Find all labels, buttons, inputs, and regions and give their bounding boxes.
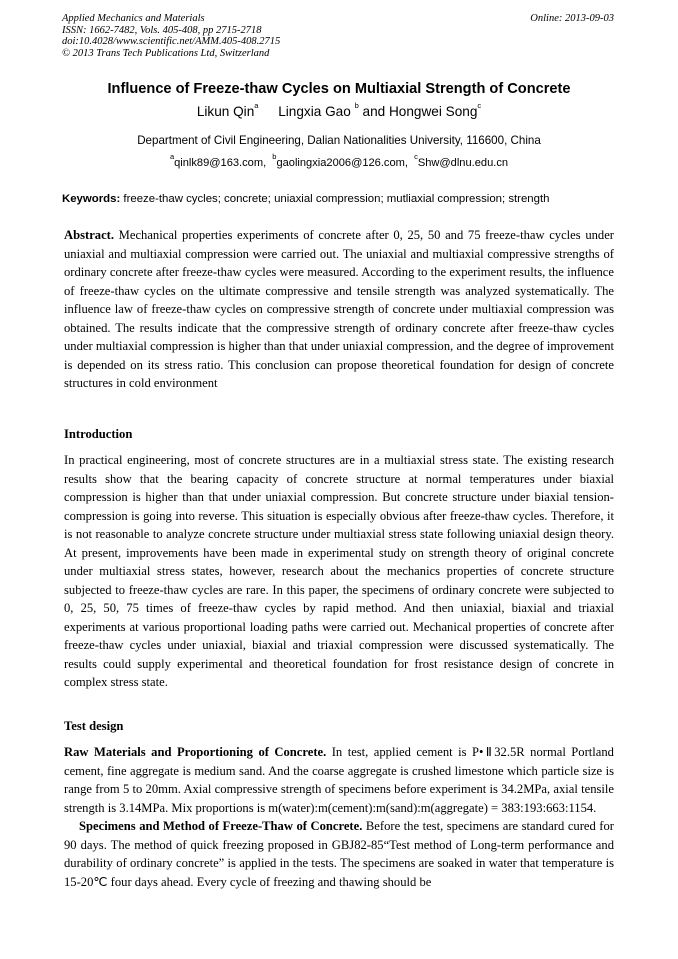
- author-affil-mark: c: [477, 101, 482, 111]
- author-list: [40, 103, 638, 121]
- paper-title: Influence of Freeze-thaw Cycles on Multiaxial Strength of Concrete: [107, 81, 571, 97]
- specimens-paragraph: [64, 817, 614, 891]
- affiliation: Department of Civil Engineering, Dalian Nationalities University, 116600, China: [137, 134, 541, 147]
- author-name: Lingxia Gao: [278, 104, 351, 119]
- specimens-text: Before the test, specimens are standard cured for 90 days. The method of quick freezing proposed in GBJ82-85“Test method of Long-term performance and durability of ordinary concrete” is applied in the tests. The specimens are soaked in water that temperature is 15-20℃ four days ahead. Every cycle of freezing and thawing should be: [64, 819, 614, 889]
- section-heading-test-design: Test design: [64, 719, 124, 733]
- author-name: Likun Qin: [196, 104, 255, 119]
- email-mark: b: [272, 152, 277, 162]
- author-affil-mark: a: [254, 101, 259, 111]
- author-affil-mark: b: [354, 101, 359, 111]
- email-address[interactable]: Shw@dlnu.edu.cn: [417, 157, 509, 169]
- author: [196, 101, 259, 119]
- copyright-line: © 2013 Trans Tech Publications Ltd, Switzerland: [62, 47, 270, 59]
- raw-materials-text: In test, applied cement is P•Ⅱ32.5R normal Portland cement, fine aggregate is medium sand. And the coarse aggregate is crushed limestone which particle size is range from 5 to 20mm. Axial compressive strength of specimens before experiment is 34.2MPa, axial tensile strength is 3.14MPa. Mix proportions is m(water):m(cement):m(sand):m(aggregate) = 383:193:663:1154.: [64, 745, 614, 815]
- doi-line: doi:10.4028/www.scientific.net/AMM.405-408.2715: [62, 36, 281, 47]
- introduction-paragraph: In practical engineering, most of concrete structures are in a multiaxial stress state. The existing research results show that the bearing capacity of concrete structure at normal temperatures under biaxial compression is higher than that under uniaxial compression. But concrete structure under biaxial tension-compression is going into reverse. This situation is especially obvious after freeze-thaw cycles. Therefore, it is not reasonable to analyze concrete structure under multiaxial stress state following uniaxial design theory. At present, improvements have been made in experimental study on strength theory of original concrete under multiaxial stress states, however, research about the mechanics properties of concrete structure subjected to freeze-thaw cycles are rare. In this paper, the specimens of ordinary concrete were subjected to 0, 25, 50, 75 times of freeze-thaw cycles by rapid method. And then uniaxial, biaxial and triaxial experiments at various proportional loading paths were carried out. Mechanical properties of concrete after freeze-thaw cycles under uniaxial, biaxial and triaxial compression were discussed systematically. The results could supply experimental and theoretical foundation for frost resistance design of concrete in complex stress state.: [64, 453, 614, 689]
- email-mark: c: [414, 152, 418, 162]
- keywords: [62, 192, 616, 206]
- raw-materials-subheading: Raw Materials and Proportioning of Concrete.: [64, 745, 327, 759]
- abstract: [64, 226, 614, 393]
- abstract-label: Abstract.: [64, 228, 115, 242]
- author-name: Hongwei Song: [388, 104, 478, 119]
- raw-materials-paragraph: [64, 743, 614, 817]
- section-heading-introduction: Introduction: [64, 427, 133, 441]
- email-address[interactable]: qinlk89@163.com,: [174, 157, 267, 169]
- specimens-subheading: Specimens and Method of Freeze-Thaw of Concrete.: [79, 819, 363, 833]
- email-mark: a: [169, 152, 175, 162]
- journal-name: Applied Mechanics and Materials: [62, 13, 205, 24]
- abstract-text: Mechanical properties experiments of concrete after 0, 25, 50 and 75 freeze-thaw cycles under uniaxial and multiaxial compression were carried out. The uniaxial and multiaxial compressive strengths of ordinary concrete after freeze-thaw cycles were measured. According to the experiment results, the influence of freeze-thaw cycles on the ultimate compressive and tensile strength was analyzed systematically. The influence law of freeze-thaw cycles on compressive strength of concrete under multiaxial compression was obtained. The results indicate that the compressive strength of ordinary concrete after freeze-thaw cycles under multiaxial compression is higher than that under uniaxial compression, and the degree of improvement is depended on its stress ratio. This conclusion can propose theoretical foundation for design of concrete structures in cold environment: [64, 228, 614, 390]
- issn-line: ISSN: 1662-7482, Vols. 405-408, pp 2715-2718: [62, 24, 262, 36]
- author-joiner: and: [362, 104, 386, 119]
- journal-header: [62, 13, 482, 59]
- email-list: [40, 152, 638, 170]
- test-design-body: [64, 743, 614, 891]
- keywords-label: Keywords:: [62, 193, 121, 205]
- author: [278, 101, 482, 119]
- online-date: Online: 2013-09-03: [530, 13, 614, 24]
- email-address[interactable]: gaolingxia2006@126.com,: [276, 157, 408, 169]
- introduction-body: [64, 451, 614, 692]
- keywords-text: freeze-thaw cycles; concrete; uniaxial compression; mutliaxial compression; strength: [123, 193, 550, 205]
